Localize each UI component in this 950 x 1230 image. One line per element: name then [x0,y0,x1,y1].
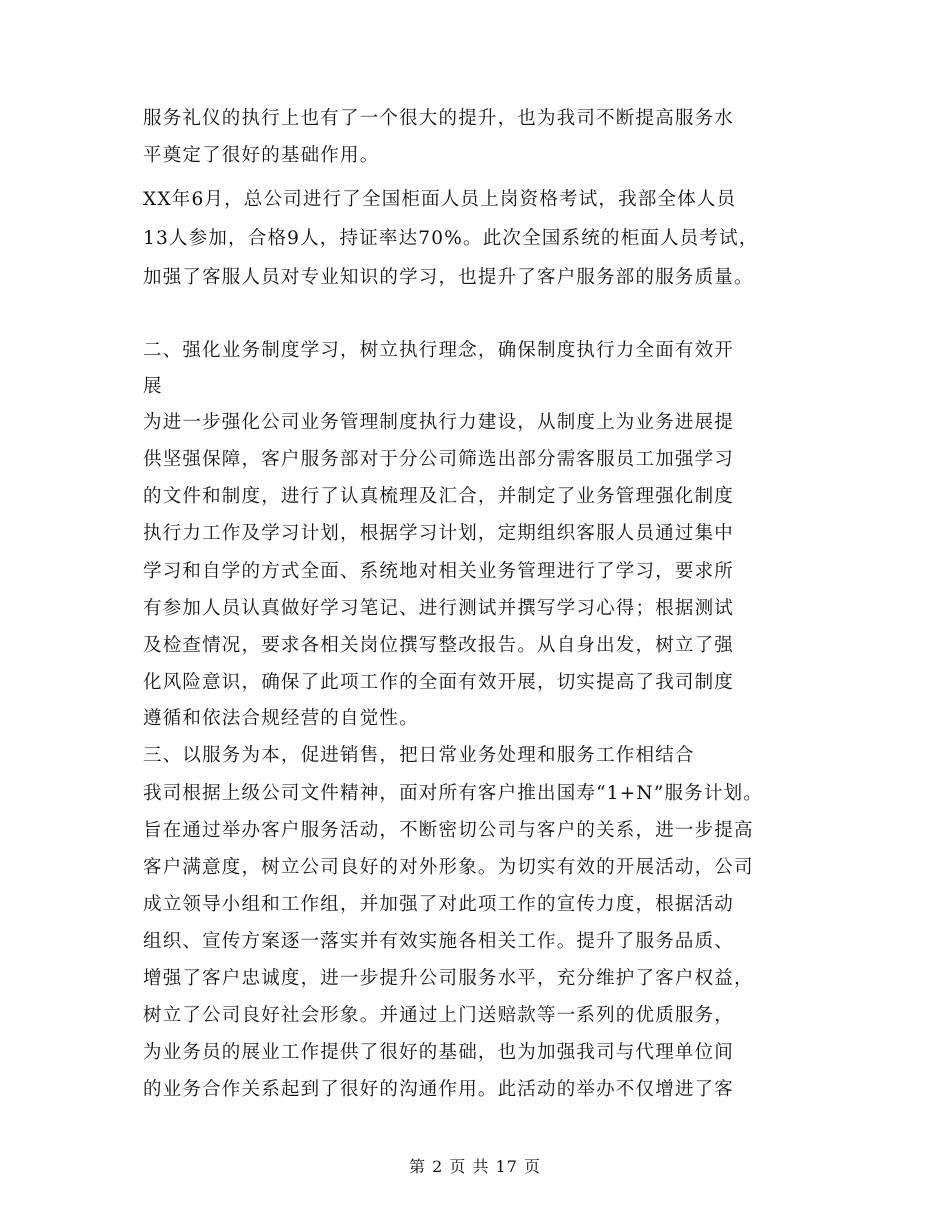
text-line: 及检查情况，要求各相关岗位撰写整改报告。从自身出发，树立了强 [143,635,735,656]
text-line: 增强了客户忠诚度，进一步提升公司服务水平，充分维护了客户权益， [143,968,754,989]
text-line: 执行力工作及学习计划，根据学习计划，定期组织客服人员通过集中 [143,523,735,544]
section-heading: 三、以服务为本，促进销售，把日常业务处理和服务工作相结合 [143,745,695,766]
text-line: 13人参加，合格9人，持证率达70%。此次全国系统的柜面人员考试， [143,228,759,249]
text-line: 的业务合作关系起到了很好的沟通作用。此活动的举办不仅增进了客 [143,1079,735,1100]
section-heading: 二、强化业务制度学习，树立执行理念，确保制度执行力全面有效开 [143,340,735,361]
text-line: XX年6月，总公司进行了全国柜面人员上岗资格考试，我部全体人员 [143,189,737,210]
text-line: 化风险意识，确保了此项工作的全面有效开展，切实提高了我司制度 [143,672,735,693]
text-line: 遵循和依法合规经营的自觉性。 [143,708,419,729]
page-number-footer: 第 2 页 共 17 页 [409,1157,541,1176]
text-line: 为进一步强化公司业务管理制度执行力建设，从制度上为业务进展提 [143,412,735,433]
text-line: 为业务员的展业工作提供了很好的基础，也为加强我司与代理单位间 [143,1042,735,1063]
text-line: 客户满意度，树立公司良好的对外形象。为切实有效的开展活动，公司 [143,857,754,878]
text-line: 树立了公司良好社会形象。并通过上门送赔款等一系列的优质服务， [143,1005,735,1026]
text-line: 平奠定了很好的基础作用。 [143,145,380,166]
text-line: 学习和自学的方式全面、系统地对相关业务管理进行了学习，要求所 [143,561,735,582]
text-line: 成立领导小组和工作组，并加强了对此项工作的宣传力度，根据活动 [143,894,735,915]
text-line: 服务礼仪的执行上也有了一个很大的提升，也为我司不断提高服务水 [143,108,735,129]
text-line: 的文件和制度，进行了认真梳理及汇合，并制定了业务管理强化制度 [143,486,735,507]
section-heading-cont: 展 [143,376,163,397]
text-line: 我司根据上级公司文件精神，面对所有客户推出国寿“1+N”服务计划。 [143,783,763,804]
text-line: 旨在通过举办客户服务活动，不断密切公司与客户的关系，进一步提高 [143,820,754,841]
text-line: 组织、宣传方案逐一落实并有效实施各相关工作。提升了服务品质、 [143,931,735,952]
text-line: 有参加人员认真做好学习笔记、进行测试并撰写学习心得；根据测试 [143,598,735,619]
text-line: 加强了客服人员对专业知识的学习，也提升了客户服务部的服务质量。 [143,267,754,288]
text-line: 供坚强保障，客户服务部对于分公司筛选出部分需客服员工加强学习 [143,449,735,470]
